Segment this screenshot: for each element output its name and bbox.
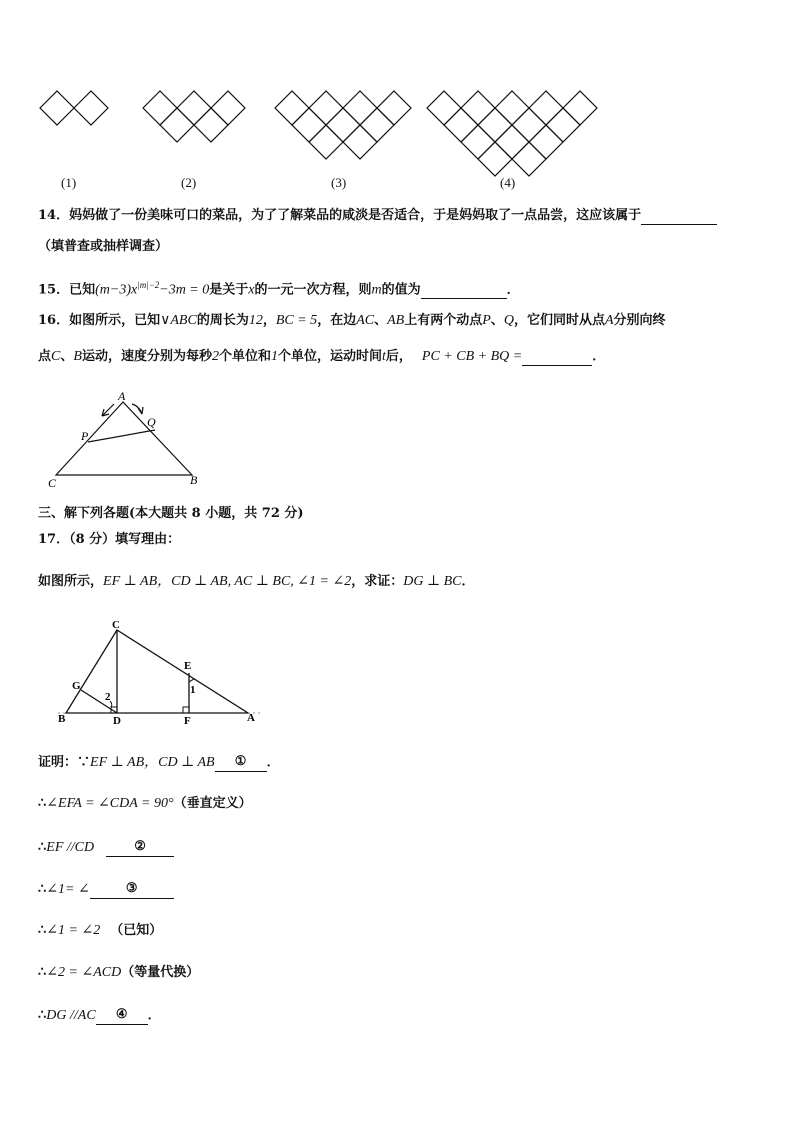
q17-given-prefix: 如图所示， xyxy=(38,574,104,589)
q15-prefix: 已知 xyxy=(69,282,96,298)
vertex-label-b: B xyxy=(58,713,66,725)
point-label-p: P xyxy=(81,429,89,443)
proof-prefix: ∴ xyxy=(38,923,47,938)
q16-text: ，在边 xyxy=(317,313,357,328)
q15-suffix: 的值为 xyxy=(381,282,421,298)
proof-end: ． xyxy=(147,1008,161,1023)
q16-text: 分别向终 xyxy=(613,313,666,328)
q16-end: ． xyxy=(592,349,606,364)
answer-blank-14[interactable] xyxy=(641,206,717,225)
proof-reason: （等量代换） xyxy=(121,965,200,980)
answer-blank-15[interactable] xyxy=(421,280,507,299)
proof-prefix: ∴ xyxy=(38,882,47,897)
square-pattern-figures xyxy=(30,80,600,180)
point-label-q: Q xyxy=(147,415,156,429)
triangle-abc-figure xyxy=(44,388,214,493)
q16-text: ，它们同时从点 xyxy=(513,313,605,328)
q16-ac: AC xyxy=(356,313,375,328)
point-label-g: G xyxy=(72,680,81,692)
point-label-d: D xyxy=(113,715,121,727)
question-14 xyxy=(38,206,717,225)
angle-label-1: 1 xyxy=(190,684,196,696)
q16-text: 点 xyxy=(38,349,52,364)
q16-speed2: 1 xyxy=(270,349,278,364)
q16-text: ， xyxy=(262,313,276,328)
q16-t: t xyxy=(381,349,386,364)
q16-text: 上有两个动点 xyxy=(404,313,483,328)
question-14-note: （填普查或抽样调查） xyxy=(38,239,169,254)
q16-triangle: ∨ABC xyxy=(160,313,197,328)
question-17-header xyxy=(38,531,180,549)
q16-text: 个单位和 xyxy=(218,349,271,364)
proof-expr: EF //CD xyxy=(46,840,95,855)
q16-q: Q xyxy=(503,313,514,328)
question-16-line-1 xyxy=(38,312,666,330)
question-number: 15． xyxy=(38,282,70,298)
proof-prefix: ∴ xyxy=(38,796,47,811)
question-15 xyxy=(38,276,520,299)
q15-middle2: 的一元一次方程，则 xyxy=(254,282,372,298)
proof-prefix: ∴ xyxy=(38,840,47,855)
q16-expression: PC + CB + BQ = xyxy=(421,349,523,364)
figure-label-3: (3) xyxy=(331,175,347,190)
figure-label-2: (2) xyxy=(181,175,197,190)
vertex-label-b: B xyxy=(190,473,198,487)
q17-prove-expr: DG ⊥ BC xyxy=(403,574,462,589)
q15-end: ． xyxy=(506,282,520,298)
figure-label-4: (4) xyxy=(500,175,516,190)
q17-header-text: （8 分）填写理由： xyxy=(69,532,181,547)
q16-perimeter: 12 xyxy=(248,313,263,328)
q15-equation-rest: −3m = 0 xyxy=(159,282,210,298)
proof-expr: EF ⊥ AB，CD ⊥ AB xyxy=(90,755,215,770)
question-number: 16． xyxy=(38,313,70,328)
proof-blank-2[interactable]: ② xyxy=(106,838,174,857)
q16-text: 个单位，运动时间 xyxy=(277,349,382,364)
proof-end: ． xyxy=(266,755,280,770)
vertex-label-c: C xyxy=(48,476,57,490)
q17-given-expr: EF ⊥ AB，CD ⊥ AB, AC ⊥ BC, ∠1 = ∠2 xyxy=(103,574,352,589)
q16-text: 、 xyxy=(490,313,504,328)
vertex-label-a: A xyxy=(118,389,126,403)
question-number: 17． xyxy=(38,532,70,547)
q16-p: P xyxy=(482,313,491,328)
proof-line-4 xyxy=(38,880,174,899)
q16-text: 的周长为 xyxy=(196,313,249,328)
section-3-title: 三、解下列各题(本大题共 8 小题，共 72 分) xyxy=(38,506,304,521)
proof-blank-1[interactable]: ① xyxy=(215,753,267,772)
q16-a: A xyxy=(604,313,614,328)
q15-equation: (m−3)x xyxy=(95,282,138,298)
proof-line-7 xyxy=(38,1006,161,1025)
proof-prefix: ∴ xyxy=(38,965,47,980)
q16-text: 后， xyxy=(385,349,412,364)
q16-text: 、 xyxy=(374,313,388,328)
q15-var-x: x xyxy=(248,282,255,298)
q16-ab: AB xyxy=(387,313,405,328)
proof-line-1 xyxy=(38,753,280,772)
proof-expr: ∠1= ∠ xyxy=(46,882,90,897)
q16-text: 、 xyxy=(60,349,74,364)
q17-prove-end: ． xyxy=(461,574,475,589)
q15-var-m: m xyxy=(371,282,382,298)
q16-c: C xyxy=(51,349,61,364)
proof-blank-3[interactable]: ③ xyxy=(90,880,174,899)
proof-prefix: 证明：∵ xyxy=(38,755,91,770)
point-label-f: F xyxy=(184,715,191,727)
vertex-label-c: C xyxy=(112,619,120,631)
proof-blank-4[interactable]: ④ xyxy=(96,1006,148,1025)
point-label-e: E xyxy=(184,660,192,672)
triangle-abc-perpendicular-figure xyxy=(56,618,272,728)
proof-reason: （垂直定义） xyxy=(173,796,252,811)
question-16-line-2 xyxy=(38,347,605,366)
q16-text: 运动，速度分别为每秒 xyxy=(81,349,212,364)
vertex-label-a: A xyxy=(247,712,255,724)
q16-text: 如图所示，已知 xyxy=(69,313,161,328)
proof-line-5 xyxy=(38,922,162,940)
q16-speed1: 2 xyxy=(211,349,219,364)
proof-line-2 xyxy=(38,795,252,813)
q15-middle: 是关于 xyxy=(209,282,249,298)
figure-label-1: (1) xyxy=(61,175,77,190)
proof-expr: DG //AC xyxy=(46,1008,96,1023)
q15-exponent: |m|−2 xyxy=(137,280,160,290)
proof-reason: （已知） xyxy=(110,923,163,938)
proof-expr: ∠EFA = ∠CDA = 90° xyxy=(46,796,174,811)
q16-b: B xyxy=(73,349,82,364)
proof-expr: ∠2 = ∠ACD xyxy=(46,965,122,980)
question-17-given xyxy=(38,573,475,591)
proof-line-3 xyxy=(38,838,174,857)
proof-prefix: ∴ xyxy=(38,1008,47,1023)
question-number: 14． xyxy=(38,208,70,223)
answer-blank-16[interactable] xyxy=(522,347,592,366)
proof-line-6 xyxy=(38,964,199,982)
angle-label-2: 2 xyxy=(105,691,111,703)
question-text: 妈妈做了一份美味可口的菜品，为了了解菜品的咸淡是否适合，于是妈妈取了一点品尝，这应该属于 xyxy=(69,208,642,223)
q17-prove-prefix: ，求证： xyxy=(351,574,404,589)
q16-bc: BC = 5 xyxy=(275,313,318,328)
proof-expr: ∠1 = ∠2 xyxy=(46,923,101,938)
